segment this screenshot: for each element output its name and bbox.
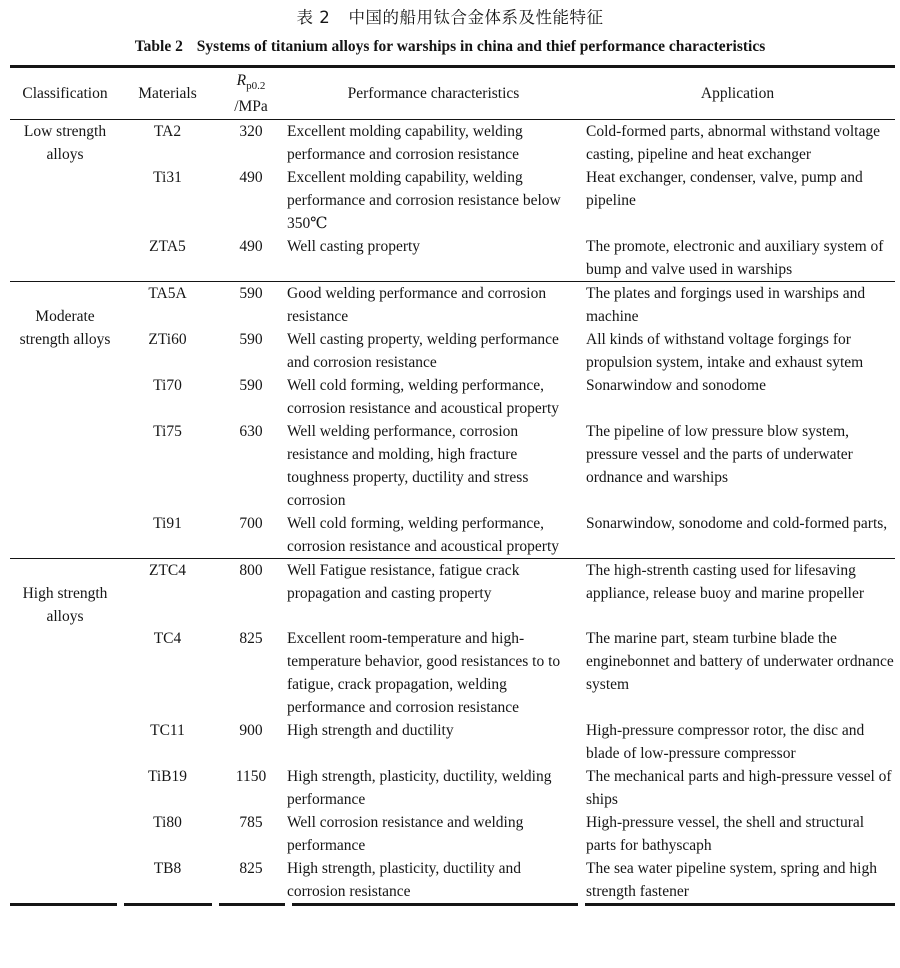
material-cell: ZTA5 — [149, 238, 186, 255]
application-cell: Heat exchanger, condenser, valve, pump and pipeline — [586, 169, 863, 209]
rp02-cell: 320 — [239, 123, 263, 140]
table-row — [10, 420, 895, 512]
material-cell: Ti91 — [153, 515, 182, 532]
classification-cell: Low strength alloys — [23, 123, 107, 163]
table-row — [10, 512, 895, 559]
table-header-row — [10, 67, 895, 120]
table-title-english — [0, 36, 900, 57]
rp02-cell: 590 — [239, 331, 263, 348]
col-header-application: Application — [580, 67, 895, 120]
table-bottom-rule — [10, 903, 895, 906]
rp02-cell: 825 — [239, 860, 263, 877]
table-row — [10, 282, 895, 329]
application-cell: The high-strenth casting used for lifesaving appliance, release buoy and marine propeller — [580, 559, 895, 628]
application-cell: High-pressure vessel, the shell and structural parts for bathyscaph — [586, 814, 865, 854]
performance-cell: Well Fatigue resistance, fatigue crack propagation and casting property — [287, 559, 580, 628]
performance-cell: Well welding performance, corrosion resistance and molding, high fracture toughness property, ductility and stress corrosion — [287, 423, 529, 509]
application-cell: The marine part, steam turbine blade the enginebonnet and battery of underwater ordnance system — [586, 630, 894, 693]
table-row — [10, 627, 895, 719]
table-title-en-text: Systems of titanium alloys for warships in china and thief performance characteristics — [196, 38, 766, 55]
performance-cell: High strength, plasticity, ductility, welding performance — [287, 768, 552, 808]
table-row — [10, 857, 895, 903]
table-row — [10, 719, 895, 765]
performance-cell: Excellent molding capability, welding performance and corrosion resistance — [287, 123, 523, 163]
performance-cell: Well cold forming, welding performance, corrosion resistance and acoustical property — [287, 515, 560, 555]
col-header-materials: Materials — [120, 67, 215, 120]
material-cell: Ti80 — [153, 814, 182, 831]
performance-cell: Excellent molding capability, welding performance and corrosion resistance below 350℃ — [287, 169, 561, 232]
performance-cell: Well casting property — [287, 238, 421, 255]
table-title-chinese — [0, 0, 900, 29]
application-cell: The plates and forgings used in warships and machine — [580, 282, 895, 329]
material-cell: TA2 — [153, 123, 182, 140]
bottom-rule-segment — [585, 903, 895, 906]
application-cell: Cold-formed parts, abnormal withstand voltage casting, pipeline and heat exchanger — [586, 123, 881, 163]
application-cell: All kinds of withstand voltage forgings for propulsion system, intake and exhaust sytem — [586, 331, 864, 371]
classification-cell: High strength alloys — [10, 559, 120, 904]
rp02-cell: 590 — [215, 282, 287, 329]
performance-cell: Well corrosion resistance and welding performance — [287, 814, 524, 854]
section-high-strength — [10, 559, 895, 904]
rp02-cell: 700 — [239, 515, 263, 532]
table-row — [10, 765, 895, 811]
bottom-rule-segment — [292, 903, 578, 906]
table-row — [10, 120, 895, 167]
rp02-cell: 490 — [239, 238, 263, 255]
section-low-strength — [10, 120, 895, 282]
section-moderate-strength — [10, 282, 895, 559]
alloys-table — [10, 65, 895, 903]
col-header-classification: Classification — [10, 67, 120, 120]
performance-cell: Well cold forming, welding performance, corrosion resistance and acoustical property — [287, 377, 560, 417]
application-cell: The sea water pipeline system, spring and high strength fastener — [586, 860, 877, 900]
table-row — [10, 559, 895, 628]
material-cell: TC4 — [153, 630, 182, 647]
rp02-cell: 785 — [239, 814, 263, 831]
performance-cell: Well casting property, welding performance and corrosion resistance — [287, 331, 559, 371]
table-number-zh: 表 2 — [296, 8, 331, 27]
bottom-rule-segment — [219, 903, 285, 906]
rp02-cell: 825 — [239, 630, 263, 647]
performance-cell: Excellent room-temperature and high-temperature behavior, good resistances to to fatigue, crack propagation, welding performance and corrosion resistance — [287, 630, 561, 716]
material-cell: ZTC4 — [120, 559, 215, 628]
col-header-performance: Performance characteristics — [287, 67, 580, 120]
col-header-rp02 — [215, 67, 287, 120]
bottom-rule-segment — [10, 903, 117, 906]
material-cell: TC11 — [150, 722, 185, 739]
rp02-cell: 630 — [239, 423, 263, 440]
bottom-rule-segment — [124, 903, 212, 906]
rp-subscript: p0.2 — [246, 80, 266, 93]
table-row — [10, 811, 895, 857]
rp02-cell: 590 — [239, 377, 263, 394]
classification-cell: Moderate strength alloys — [10, 282, 120, 559]
table-row — [10, 328, 895, 374]
performance-cell: High strength and ductility — [287, 722, 454, 739]
application-cell: High-pressure compressor rotor, the disc and blade of low-pressure compressor — [586, 722, 865, 762]
material-cell: TA5A — [120, 282, 215, 329]
table-row — [10, 166, 895, 235]
rp02-cell: 900 — [239, 722, 263, 739]
rp-unit: /MPa — [234, 97, 268, 115]
application-cell: Sonarwindow, sonodome and cold-formed parts, — [586, 515, 888, 532]
application-cell: Sonarwindow and sonodome — [586, 377, 766, 394]
table-row — [10, 374, 895, 420]
application-cell: The promote, electronic and auxiliary system of bump and valve used in warships — [586, 238, 884, 278]
rp02-cell: 800 — [215, 559, 287, 628]
application-cell: The mechanical parts and high-pressure vessel of ships — [586, 768, 892, 808]
performance-cell: Good welding performance and corrosion resistance — [287, 282, 580, 329]
material-cell: Ti70 — [153, 377, 182, 394]
material-cell: ZTi60 — [148, 331, 187, 348]
table-row — [10, 235, 895, 282]
material-cell: TiB19 — [147, 768, 188, 785]
rp-symbol: R — [236, 72, 247, 90]
material-cell: Ti75 — [153, 423, 182, 440]
performance-cell: High strength, plasticity, ductility and corrosion resistance — [287, 860, 522, 900]
table-title-zh-text: 中国的船用钛合金体系及性能特征 — [348, 8, 604, 27]
material-cell: Ti31 — [153, 169, 182, 186]
material-cell: TB8 — [153, 860, 182, 877]
rp02-cell: 1150 — [235, 768, 267, 785]
application-cell: The pipeline of low pressure blow system, pressure vessel and the parts of underwater ordnance and warships — [586, 423, 853, 486]
rp02-cell: 490 — [239, 169, 263, 186]
table-number-en: Table 2 — [134, 38, 183, 55]
